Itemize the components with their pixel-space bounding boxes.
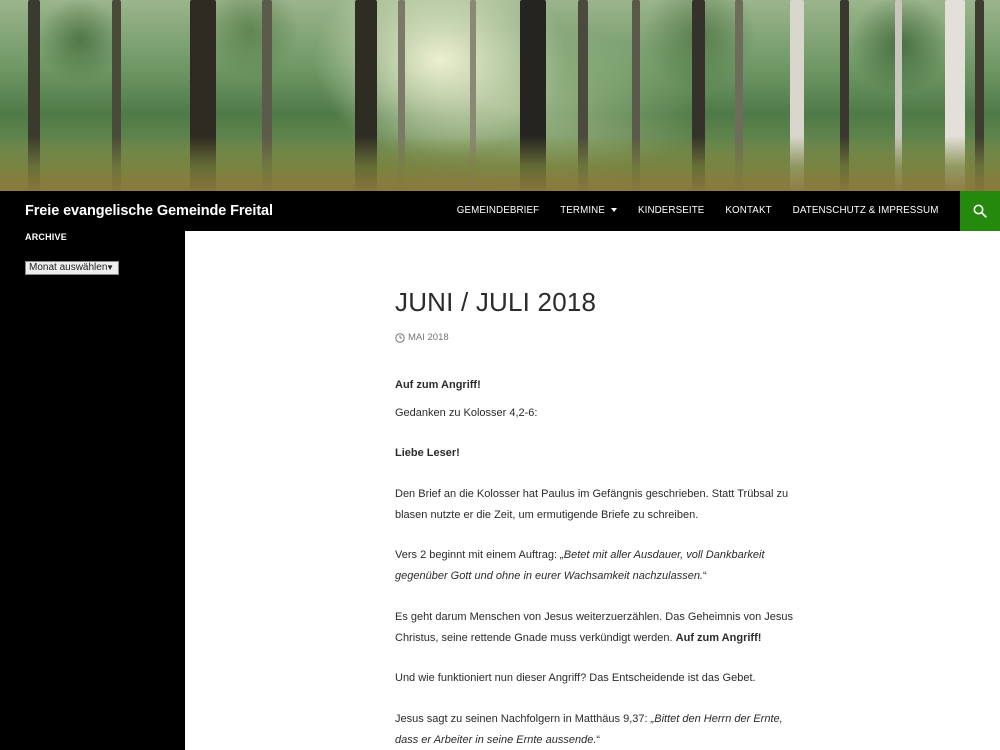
sidebar [0,231,185,750]
paragraph-line: blasen nutzte er die Zeit, um ermutigende Briefe zu schreiben. [395,509,699,521]
nav-item-kinderseite[interactable] [627,191,714,231]
nav-item-label: GEMEINDEBRIEF [456,205,540,216]
dropdown-caret-icon [611,208,617,212]
nav-item-kontakt[interactable] [715,191,782,231]
masthead [0,191,1000,231]
main-content [185,231,1000,750]
header-image [0,0,1000,191]
bible-quote: „Bittet den Herrn der Ernte, [650,713,783,725]
nav-item-datenschutz-impressum[interactable] [782,191,949,231]
paragraph-text: Christus, seine rettende Gnade muss verkündigt werden. [395,632,676,644]
clock-icon [395,333,405,343]
nav-item-label: TERMINE [560,205,605,216]
nav-item-termine[interactable] [550,191,628,231]
paragraph-text: Vers 2 beginnt mit einem Auftrag: [395,549,561,561]
post-date-text: MAI 2018 [408,332,449,343]
post-date[interactable] [395,332,449,343]
site-title[interactable]: Freie evangelische Gemeinde Freital [25,203,273,219]
select-arrow-icon: ▼ [106,263,114,272]
paragraph-line: Den Brief an die Kolosser hat Paulus im Gefängnis geschrieben. Statt Trübsal zu [395,488,789,500]
archive-select-value: Monat auswählen [29,262,108,273]
paragraph-line: Es geht darum Menschen von Jesus weiterzuerzählen. Das Geheimnis von Jesus [395,611,794,623]
post-subheading: Gedanken zu Kolosser 4,2-6: [395,407,538,419]
paragraph-4: Und wie funktioniert nun dieser Angriff? Das Entscheidende ist das Gebet. [395,672,756,684]
quote-close: “ [703,570,707,582]
nav-item-gemeindebrief[interactable] [446,191,549,231]
nav-item-label: DATENSCHUTZ & IMPRESSUM [792,205,939,216]
nav-item-label: KONTAKT [725,205,772,216]
emphasis-text: Auf zum Angriff! [675,632,762,644]
post-title[interactable]: JUNI / JULI 2018 [395,287,597,317]
paragraph-text: Jesus sagt zu seinen Nachfolgern in Matthäus 9,37: [395,713,651,725]
paragraph-1 [395,484,795,526]
archive-month-select[interactable] [25,261,119,275]
paragraph-2 [395,545,795,587]
primary-navigation [446,191,949,231]
nav-item-label: KINDERSEITE [637,205,705,216]
bible-quote: gegenüber Gott und ohne in eurer Wachsamkeit nachzulassen. [395,570,703,582]
bible-quote: „Betet mit aller Ausdauer, voll Dankbarkeit [560,549,765,561]
post-heading: Auf zum Angriff! [395,379,481,391]
search-toggle-button[interactable] [960,191,1000,231]
paragraph-3 [395,607,795,649]
quote-close: “ [596,734,601,746]
search-icon [973,204,987,218]
bible-quote: dass er Arbeiter in seine Ernte aussende. [395,734,597,746]
paragraph-5 [395,709,795,750]
post-greeting: Liebe Leser! [395,447,460,459]
archive-widget-title: ARCHIVE [25,232,67,242]
